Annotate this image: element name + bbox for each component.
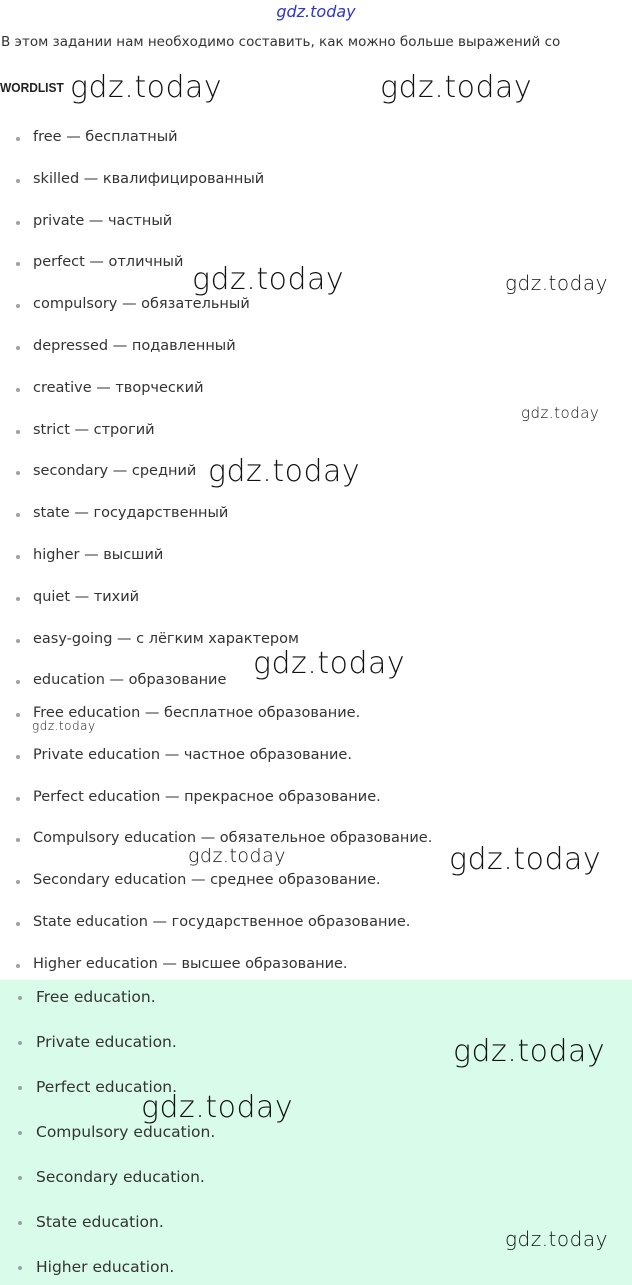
bullet-icon <box>16 262 20 266</box>
bullet-icon <box>16 964 20 968</box>
wordlist-item-text: skilled — квалифицированный <box>33 170 265 187</box>
wordlist-item-text: free — бесплатный <box>33 129 178 145</box>
bullet-icon <box>16 179 20 183</box>
bullet-icon <box>18 1221 22 1225</box>
bullet-icon <box>16 221 20 225</box>
phrase-item-text: Compulsory education — обязательное образование. <box>33 830 433 847</box>
wordlist-item-text: easy-going — с лёгким характером <box>33 630 299 647</box>
phrase-item-text: State education — государственное образование. <box>33 914 411 930</box>
bullet-icon <box>16 680 20 684</box>
watermark: gdz.today <box>192 262 345 297</box>
bullet-icon <box>16 797 20 801</box>
bullet-icon <box>16 430 20 434</box>
watermark: gdz.today <box>32 719 96 733</box>
watermark: gdz.today <box>521 404 600 422</box>
wordlist-item-text: quiet — тихий <box>33 588 140 605</box>
phrase-item-text: Secondary education — среднее образование. <box>33 872 381 889</box>
bullet-icon <box>18 1131 22 1135</box>
bullet-icon <box>18 1266 22 1270</box>
bullet-icon <box>16 137 20 141</box>
wordlist-item-text: state — государственный <box>33 505 229 522</box>
watermark: gdz.today <box>70 70 223 105</box>
wordlist-item-text: higher — высший <box>33 547 164 563</box>
watermark: gdz.today <box>208 454 361 489</box>
phrase-item-text: Higher education — высшее образование. <box>33 955 348 972</box>
wordlist-item-text: depressed — подавленный <box>33 338 236 354</box>
bullet-icon <box>16 513 20 517</box>
bullet-icon <box>16 922 20 926</box>
bullet-icon <box>18 1041 22 1045</box>
bullet-icon <box>16 555 20 559</box>
top-watermark: gdz.today <box>276 2 356 21</box>
bullet-icon <box>16 304 20 308</box>
wordlist-title: WORDLIST <box>0 80 64 95</box>
bullet-icon <box>16 346 20 350</box>
answer-item-text: Compulsory education. <box>36 1123 216 1141</box>
watermark: gdz.today <box>188 845 286 867</box>
answer-item-text: Free education. <box>36 988 156 1006</box>
bullet-icon <box>18 1176 22 1180</box>
answer-item-text: Secondary education. <box>36 1168 205 1186</box>
watermark: gdz.today <box>505 271 608 295</box>
answer-item-text: Private education. <box>36 1033 177 1051</box>
wordlist-item-text: secondary — средний <box>33 463 197 480</box>
wordlist-item-text: compulsory — обязательный <box>33 296 250 313</box>
bullet-icon <box>18 996 22 1000</box>
watermark: gdz.today <box>453 1034 606 1069</box>
answer-item-text: Higher education. <box>36 1258 175 1276</box>
wordlist-item-text: creative — творческий <box>33 379 204 396</box>
answer-item-text: Perfect education. <box>36 1078 178 1096</box>
bullet-icon <box>16 388 20 392</box>
bullet-icon <box>16 471 20 475</box>
phrase-item-text: Perfect education — прекрасное образование. <box>33 788 381 805</box>
watermark: gdz.today <box>505 1227 608 1251</box>
bullet-icon <box>16 597 20 601</box>
bullet-icon <box>16 880 20 884</box>
phrase-item-text: Private education — частное образование. <box>33 746 352 763</box>
watermark: gdz.today <box>449 842 602 877</box>
watermark: gdz.today <box>380 70 533 105</box>
wordlist-item-text: perfect — отличный <box>33 254 184 271</box>
bullet-icon <box>16 755 20 759</box>
bullet-icon <box>18 1086 22 1090</box>
answer-item-text: State education. <box>36 1213 164 1231</box>
bullet-icon <box>16 713 20 717</box>
bullet-icon <box>16 838 20 842</box>
wordlist-item-text: strict — строгий <box>33 421 155 438</box>
watermark: gdz.today <box>253 646 406 681</box>
wordlist-item-text: private — частный <box>33 212 173 229</box>
intro-text: В этом задании нам необходимо составить, как можно больше выражений со <box>1 34 561 50</box>
phrase-item-text: Free education — бесплатное образование. <box>33 705 361 721</box>
watermark: gdz.today <box>141 1090 294 1125</box>
wordlist-item-text: education — образование <box>33 672 227 689</box>
bullet-icon <box>16 639 20 643</box>
